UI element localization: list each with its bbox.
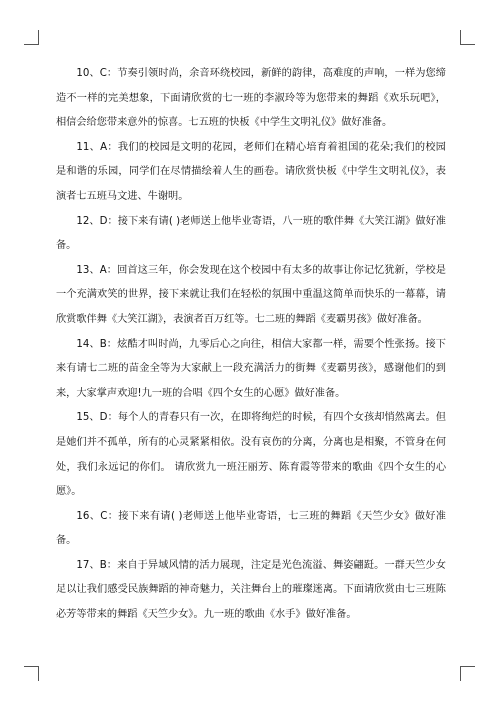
paragraph-13: 13、A：回首这三年，你会发现在这个校园中有太多的故事让你记忆犹新，学校是一个充满欢笑的世界，接下来就让我们在轻松的氛围中重温这简单而快乐的一幕幕，请欣赏歌伴舞《大笑江湖》，表演者百万红等。七二班的舞蹈《麦霸男孩》做好准备。 <box>56 264 446 325</box>
paragraph-16: 16、C：接下来有请( )老师送上他毕业寄语，七三班的舞蹈《天竺少女》做好准备。 <box>56 510 446 547</box>
paragraph-17: 17、B：来自于异域风情的活力展现，注定是光色流溢、舞姿翩跹。一群天竺少女足以让我们感受民族舞蹈的神奇魅力，关注舞台上的璀璨迷离。下面请欣赏由七三班陈必芳等带来的舞蹈《天竺少女》。九一班的歌曲《水手》做好准备。 <box>56 559 446 621</box>
crop-mark-top-left <box>24 30 39 45</box>
crop-mark-bottom-left <box>24 666 39 681</box>
paragraph-11: 11、A：我们的校园是文明的花园，老师们在精心培育着祖国的花朵;我们的校园是和谐的乐园，同学们在尽情描绘着人生的画卷。请欣赏快板《中学生文明礼仪》，表演者七五班马文进、牛谢明。 <box>56 141 446 202</box>
paragraph-12: 12、D：接下来有请( )老师送上他毕业寄语，八一班的歌伴舞《大笑江湖》做好准备。 <box>56 215 446 252</box>
paragraph-15: 15、D：每个人的青春只有一次，在即将绚烂的时候，有四个女孩却悄然离去。但是她们并不孤单，所有的心灵紧紧相依。没有哀伤的分离，分离也是相聚，不管身在何处，我们永远记的你们。 请欣赏九一班汪丽芳、陈育霞等带来的歌曲《四个女生的心愿》。 <box>56 412 446 498</box>
paragraph-14: 14、B：炫酷才叫时尚，九零后心之向往，相信大家都一样，需要个性张扬。接下来有请七二班的苗金全等为大家献上一段充满活力的街舞《麦霸男孩》，感谢他们的到来，大家掌声欢迎!九一班的合唱《四个女生的心愿》做好准备。 <box>56 338 446 399</box>
crop-mark-bottom-right <box>460 666 475 681</box>
crop-mark-top-right <box>460 30 475 45</box>
paragraph-10: 10、C：节奏引领时尚，余音环绕校园，新鲜的韵律，高难度的声响，一样为您缔造不一样的完美想象，下面请欣赏的七一班的李淑玲等为您带来的舞蹈《欢乐玩吧》，相信会给您带来意外的惊喜。七五班的快板《中学生文明礼仪》做好准备。 <box>56 68 446 129</box>
document-body <box>56 62 446 628</box>
